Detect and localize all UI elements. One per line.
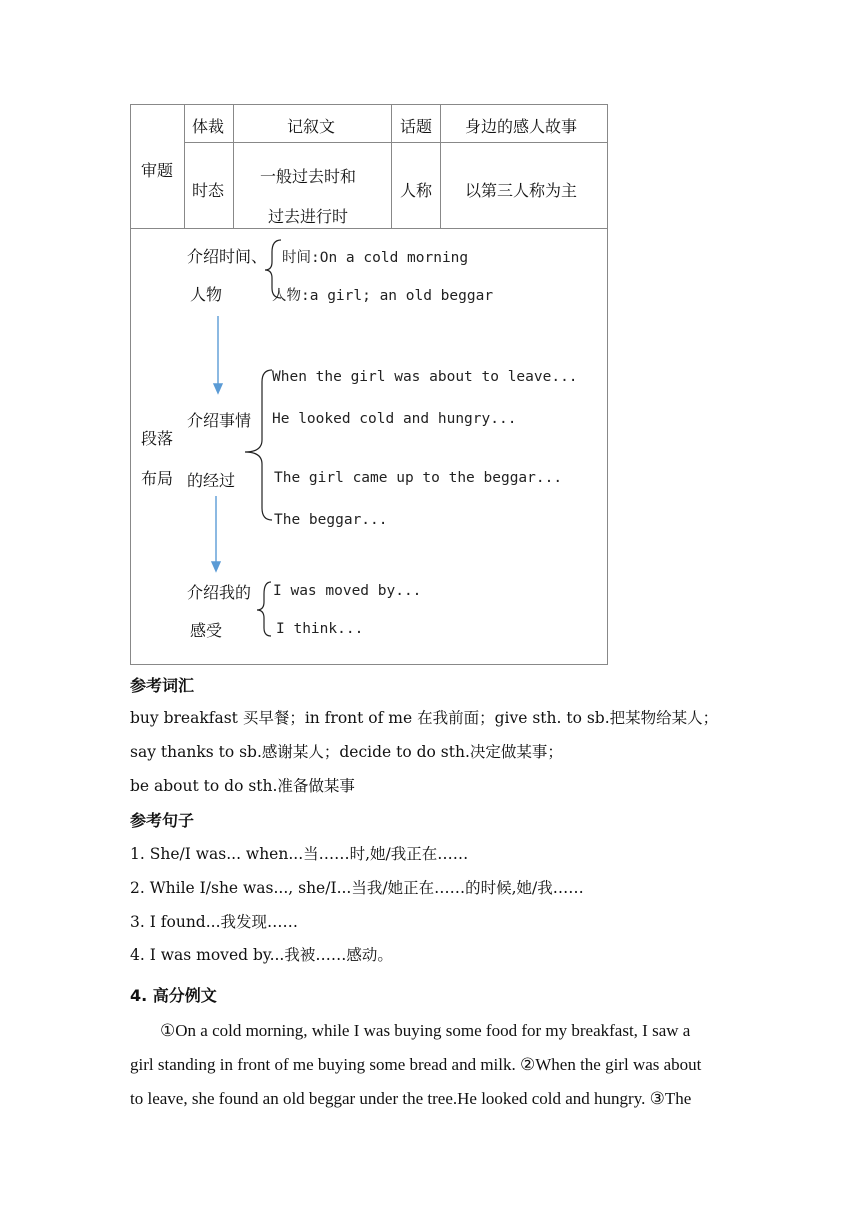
layout-label-line2: 布局 — [141, 469, 174, 488]
vocab-line-2: say thanks to sb.感谢某人；decide to do sth.决定做某事； — [130, 743, 563, 761]
intro-time-line2: 人物 — [190, 285, 223, 304]
sentence-2: 2. While I/she was..., she/I...当我/她正在……的时候,她/我…… — [130, 879, 584, 897]
event-line-4: The beggar... — [274, 512, 388, 528]
brace-feelings — [257, 582, 271, 636]
vocab-heading: 参考词汇 — [130, 676, 195, 695]
feel-line-2: I think... — [276, 621, 364, 637]
essay-line-2: girl standing in front of me buying some bread and milk. ②When the girl was about — [130, 1055, 702, 1074]
tense-value-line2: 过去进行时 — [268, 207, 349, 226]
essay-line-1: ①On a cold morning, while I was buying some food for my breakfast, I saw a — [160, 1021, 691, 1040]
intro-feel-line1: 介绍我的 — [187, 583, 252, 602]
people-line: 人物:a girl; an old beggar — [272, 288, 494, 304]
event-line-2: He looked cold and hungry... — [272, 411, 517, 427]
sentences-heading: 参考句子 — [130, 811, 195, 830]
time-line: 时间:On a cold morning — [282, 250, 469, 266]
event-line-1: When the girl was about to leave... — [272, 369, 578, 385]
feel-line-1: I was moved by... — [273, 583, 422, 599]
review-label: 审题 — [141, 161, 174, 180]
arrow-1-head — [214, 384, 222, 393]
sentence-1: 1. She/I was... when...当……时,她/我正在…… — [130, 845, 469, 863]
sentence-4: 4. I was moved by...我被……感动。 — [130, 946, 393, 964]
brace-events — [245, 370, 272, 520]
essay-heading: 4. 高分例文 — [130, 986, 217, 1005]
topic-label: 话题 — [400, 117, 433, 136]
topic-value: 身边的感人故事 — [465, 117, 578, 136]
arrow-2-head — [212, 562, 220, 571]
genre-value: 记叙文 — [287, 117, 336, 136]
layout-label-line1: 段落 — [141, 429, 174, 448]
tense-label: 时态 — [192, 181, 225, 200]
vocab-line-1: buy breakfast 买早餐；in front of me 在我前面；give sth. to sb.把某物给某人； — [130, 709, 719, 727]
person-value: 以第三人称为主 — [465, 181, 578, 200]
tense-value-line1: 一般过去时和 — [260, 167, 357, 186]
vocab-line-3: be about to do sth.准备做某事 — [130, 777, 355, 795]
essay-line-3: to leave, she found an old beggar under the tree.He looked cold and hungry. ③The — [130, 1089, 692, 1108]
brace-time-people — [265, 240, 281, 298]
intro-time-line1: 介绍时间、 — [187, 247, 268, 266]
intro-event-line2: 的经过 — [187, 471, 236, 490]
intro-feel-line2: 感受 — [190, 621, 223, 640]
genre-label: 体裁 — [192, 117, 225, 136]
person-label: 人称 — [400, 181, 433, 200]
event-line-3: The girl came up to the beggar... — [274, 470, 563, 486]
intro-event-line1: 介绍事情 — [187, 411, 252, 430]
sentence-3: 3. I found...我发现…… — [130, 913, 299, 931]
